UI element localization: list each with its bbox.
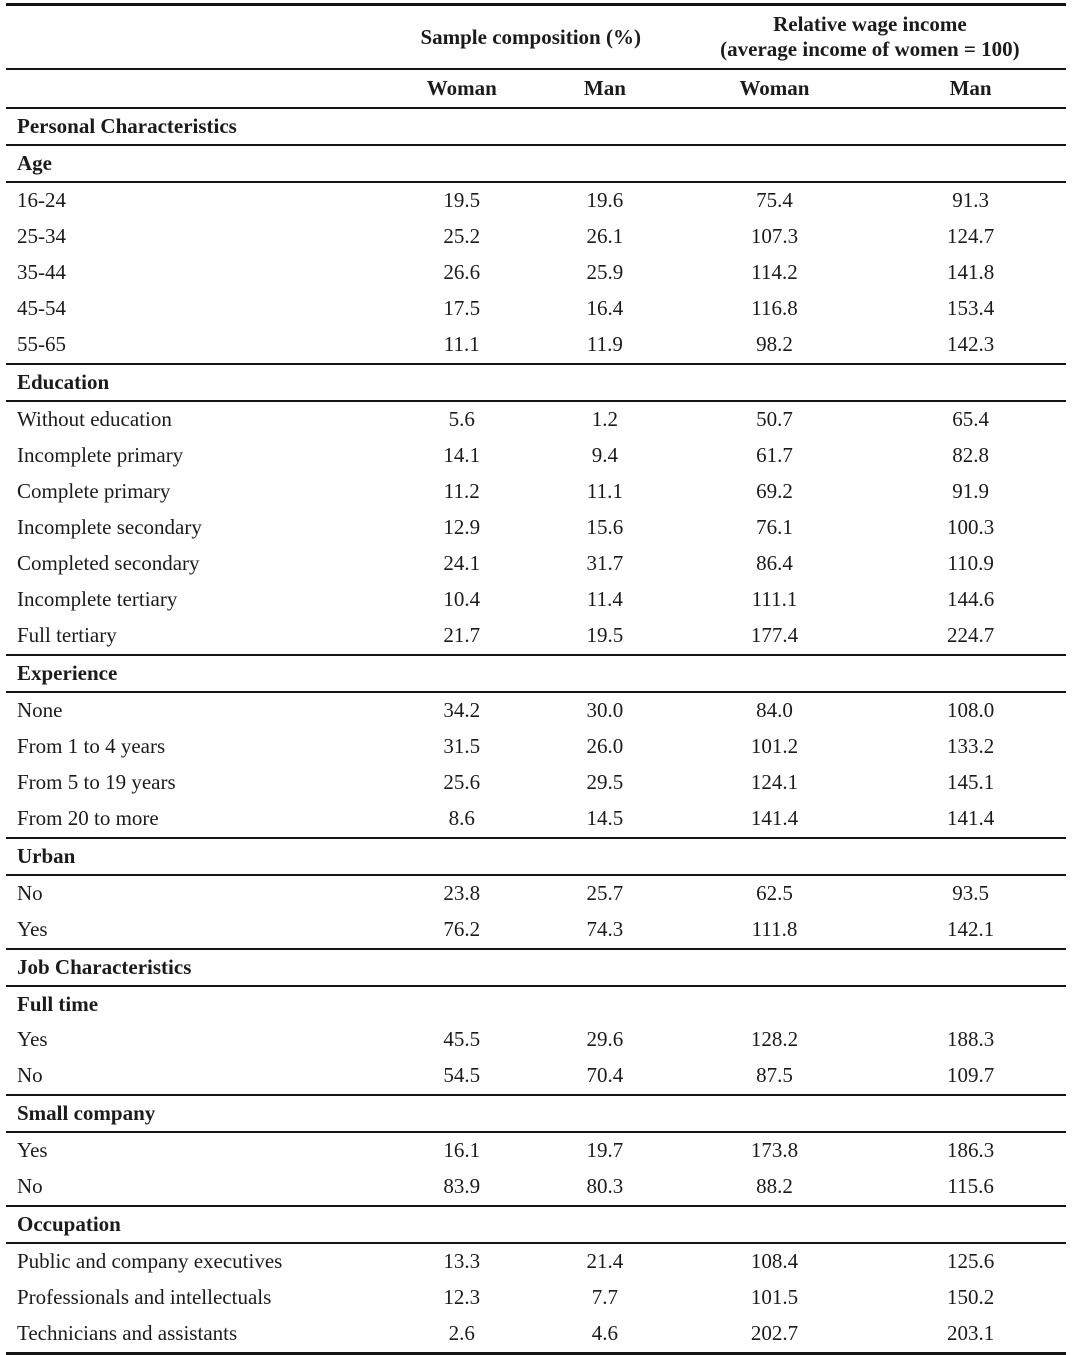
section-header-row: [6, 108, 1066, 145]
cell-value: 17.5: [443, 296, 481, 320]
table-row: [6, 219, 1066, 255]
table-row: [6, 546, 1066, 582]
empty-header-cell: [6, 5, 388, 70]
cell-value: 145.1: [946, 770, 995, 794]
row-label: Complete primary: [17, 479, 171, 503]
section-header-row: [6, 1206, 1066, 1243]
cell-value: 45.5: [443, 1027, 481, 1051]
cell-value: 16.1: [443, 1138, 481, 1162]
section-label: Small company: [17, 1101, 156, 1125]
table-row: [6, 1243, 1066, 1280]
section-header-row: [6, 949, 1066, 986]
cell-value: 61.7: [756, 443, 793, 467]
cell-value: 150.2: [946, 1285, 995, 1309]
section-header-row: [6, 364, 1066, 401]
table-row: [6, 1022, 1066, 1058]
table-row: [6, 1280, 1066, 1316]
cell-value: 62.5: [756, 881, 793, 905]
cell-value: 186.3: [946, 1138, 995, 1162]
table-header: [6, 5, 1066, 109]
cell-value: 74.3: [586, 917, 624, 941]
group-header-relative-wage-line1: Relative wage income: [773, 12, 967, 36]
table-row: [6, 582, 1066, 618]
cell-value: 80.3: [586, 1174, 624, 1198]
row-label: 25-34: [17, 224, 66, 248]
section-label: Occupation: [17, 1212, 121, 1236]
cell-value: 91.3: [952, 188, 989, 212]
cell-value: 10.4: [443, 587, 481, 611]
table-row: [6, 618, 1066, 655]
cell-value: 144.6: [946, 587, 995, 611]
cell-value: 15.6: [586, 515, 624, 539]
column-header-wage-woman: Woman: [739, 76, 810, 100]
table-row: [6, 474, 1066, 510]
cell-value: 82.8: [952, 443, 989, 467]
cell-value: 107.3: [750, 224, 799, 248]
cell-value: 83.9: [443, 1174, 481, 1198]
section-header-row: [6, 838, 1066, 875]
row-label: Full tertiary: [17, 623, 117, 647]
row-label: No: [17, 1063, 43, 1087]
cell-value: 177.4: [750, 623, 799, 647]
cell-value: 133.2: [946, 734, 995, 758]
cell-value: 124.7: [946, 224, 995, 248]
table-row: [6, 510, 1066, 546]
cell-value: 31.7: [586, 551, 624, 575]
table-row: [6, 1058, 1066, 1095]
cell-value: 25.2: [443, 224, 481, 248]
cell-value: 93.5: [952, 881, 989, 905]
cell-value: 30.0: [586, 698, 624, 722]
cell-value: 21.7: [443, 623, 481, 647]
group-header-relative-wage-line2: (average income of women = 100): [720, 37, 1020, 61]
row-label: Incomplete tertiary: [17, 587, 178, 611]
group-header-relative-wage-income: [674, 5, 1066, 70]
section-label: Full time: [17, 992, 99, 1016]
table-row: [6, 401, 1066, 438]
cell-value: 11.1: [443, 332, 480, 356]
cell-value: 101.2: [750, 734, 799, 758]
sub-header-row: [6, 69, 1066, 108]
table-row: [6, 327, 1066, 364]
row-label: Yes: [17, 1138, 48, 1162]
cell-value: 26.6: [443, 260, 481, 284]
cell-value: 25.9: [586, 260, 624, 284]
cell-value: 101.5: [750, 1285, 799, 1309]
cell-value: 203.1: [946, 1321, 995, 1345]
cell-value: 31.5: [443, 734, 481, 758]
cell-value: 23.8: [443, 881, 481, 905]
cell-value: 141.4: [946, 806, 995, 830]
cell-value: 111.8: [751, 917, 798, 941]
row-label: From 20 to more: [17, 806, 159, 830]
table-row: [6, 801, 1066, 838]
cell-value: 16.4: [586, 296, 624, 320]
cell-value: 2.6: [448, 1321, 475, 1345]
section-label: Personal Characteristics: [17, 114, 237, 138]
section-label: Job Characteristics: [17, 955, 192, 979]
cell-value: 50.7: [756, 407, 793, 431]
cell-value: 12.3: [443, 1285, 481, 1309]
row-label: Incomplete primary: [17, 443, 184, 467]
row-label: None: [17, 698, 63, 722]
row-label: 16-24: [17, 188, 66, 212]
column-header-sample-man: Man: [583, 76, 626, 100]
cell-value: 75.4: [756, 188, 793, 212]
row-label: No: [17, 881, 43, 905]
cell-value: 84.0: [756, 698, 793, 722]
section-label: Age: [17, 151, 52, 175]
cell-value: 70.4: [586, 1063, 624, 1087]
cell-value: 125.6: [946, 1249, 995, 1273]
row-label: Public and company executives: [17, 1249, 283, 1273]
cell-value: 1.2: [591, 407, 618, 431]
table-row: [6, 765, 1066, 801]
table-row: [6, 729, 1066, 765]
row-label: No: [17, 1174, 43, 1198]
cell-value: 114.2: [751, 260, 798, 284]
cell-value: 54.5: [443, 1063, 481, 1087]
cell-value: 14.1: [443, 443, 481, 467]
cell-value: 4.6: [591, 1321, 618, 1345]
cell-value: 141.4: [750, 806, 799, 830]
group-header-sample-composition: Sample composition (%): [420, 24, 641, 49]
table-body: [6, 108, 1066, 1354]
cell-value: 76.1: [756, 515, 793, 539]
cell-value: 19.7: [586, 1138, 624, 1162]
table-row: [6, 182, 1066, 219]
cell-value: 26.0: [586, 734, 624, 758]
section-label: Education: [17, 370, 110, 394]
cell-value: 87.5: [756, 1063, 793, 1087]
cell-value: 115.6: [947, 1174, 994, 1198]
cell-value: 14.5: [586, 806, 624, 830]
cell-value: 25.6: [443, 770, 481, 794]
cell-value: 5.6: [448, 407, 475, 431]
cell-value: 224.7: [946, 623, 995, 647]
table-row: [6, 1132, 1066, 1169]
table-row: [6, 255, 1066, 291]
section-header-row: [6, 655, 1066, 692]
section-header-row: [6, 986, 1066, 1022]
section-label: Experience: [17, 661, 118, 685]
cell-value: 98.2: [756, 332, 793, 356]
row-label: 35-44: [17, 260, 66, 284]
cell-value: 11.1: [586, 479, 623, 503]
row-label: From 5 to 19 years: [17, 770, 176, 794]
cell-value: 34.2: [443, 698, 481, 722]
cell-value: 128.2: [750, 1027, 799, 1051]
section-label: Urban: [17, 844, 76, 868]
column-header-wage-man: Man: [949, 76, 992, 100]
cell-value: 19.6: [586, 188, 624, 212]
table-row: [6, 1316, 1066, 1354]
cell-value: 26.1: [586, 224, 624, 248]
row-label: Yes: [17, 917, 48, 941]
cell-value: 11.9: [586, 332, 623, 356]
row-label: 45-54: [17, 296, 66, 320]
table-row: [6, 438, 1066, 474]
cell-value: 116.8: [751, 296, 798, 320]
cell-value: 7.7: [591, 1285, 618, 1309]
empty-subheader-cell: [6, 69, 388, 108]
cell-value: 9.4: [591, 443, 618, 467]
cell-value: 202.7: [750, 1321, 799, 1345]
row-label: Yes: [17, 1027, 48, 1051]
table-row: [6, 912, 1066, 949]
cell-value: 19.5: [443, 188, 481, 212]
cell-value: 21.4: [586, 1249, 624, 1273]
cell-value: 124.1: [750, 770, 799, 794]
statistics-table: [6, 3, 1066, 1355]
cell-value: 88.2: [756, 1174, 793, 1198]
cell-value: 100.3: [946, 515, 995, 539]
cell-value: 153.4: [946, 296, 995, 320]
cell-value: 29.6: [586, 1027, 624, 1051]
cell-value: 109.7: [946, 1063, 995, 1087]
cell-value: 65.4: [952, 407, 989, 431]
cell-value: 142.3: [946, 332, 995, 356]
cell-value: 8.6: [448, 806, 475, 830]
table-row: [6, 692, 1066, 729]
table-row: [6, 291, 1066, 327]
cell-value: 29.5: [586, 770, 624, 794]
row-label: Incomplete secondary: [17, 515, 202, 539]
cell-value: 188.3: [946, 1027, 995, 1051]
cell-value: 91.9: [952, 479, 989, 503]
cell-value: 25.7: [586, 881, 624, 905]
row-label: Without education: [17, 407, 172, 431]
cell-value: 12.9: [443, 515, 481, 539]
cell-value: 110.9: [947, 551, 994, 575]
cell-value: 76.2: [443, 917, 481, 941]
row-label: Completed secondary: [17, 551, 200, 575]
section-header-row: [6, 145, 1066, 182]
row-label: From 1 to 4 years: [17, 734, 166, 758]
cell-value: 69.2: [756, 479, 793, 503]
cell-value: 108.4: [750, 1249, 799, 1273]
cell-value: 141.8: [946, 260, 995, 284]
cell-value: 19.5: [586, 623, 624, 647]
row-label: Technicians and assistants: [17, 1321, 238, 1345]
column-header-sample-woman: Woman: [426, 76, 497, 100]
cell-value: 142.1: [946, 917, 995, 941]
cell-value: 11.4: [586, 587, 623, 611]
cell-value: 108.0: [946, 698, 995, 722]
cell-value: 111.1: [751, 587, 798, 611]
table-row: [6, 1169, 1066, 1206]
section-header-row: [6, 1095, 1066, 1132]
cell-value: 86.4: [756, 551, 793, 575]
cell-value: 11.2: [443, 479, 480, 503]
cell-value: 173.8: [750, 1138, 799, 1162]
group-header-row: [6, 5, 1066, 70]
row-label: Professionals and intellectuals: [17, 1285, 272, 1309]
cell-value: 24.1: [443, 551, 481, 575]
cell-value: 13.3: [443, 1249, 481, 1273]
table-row: [6, 875, 1066, 912]
row-label: 55-65: [17, 332, 66, 356]
